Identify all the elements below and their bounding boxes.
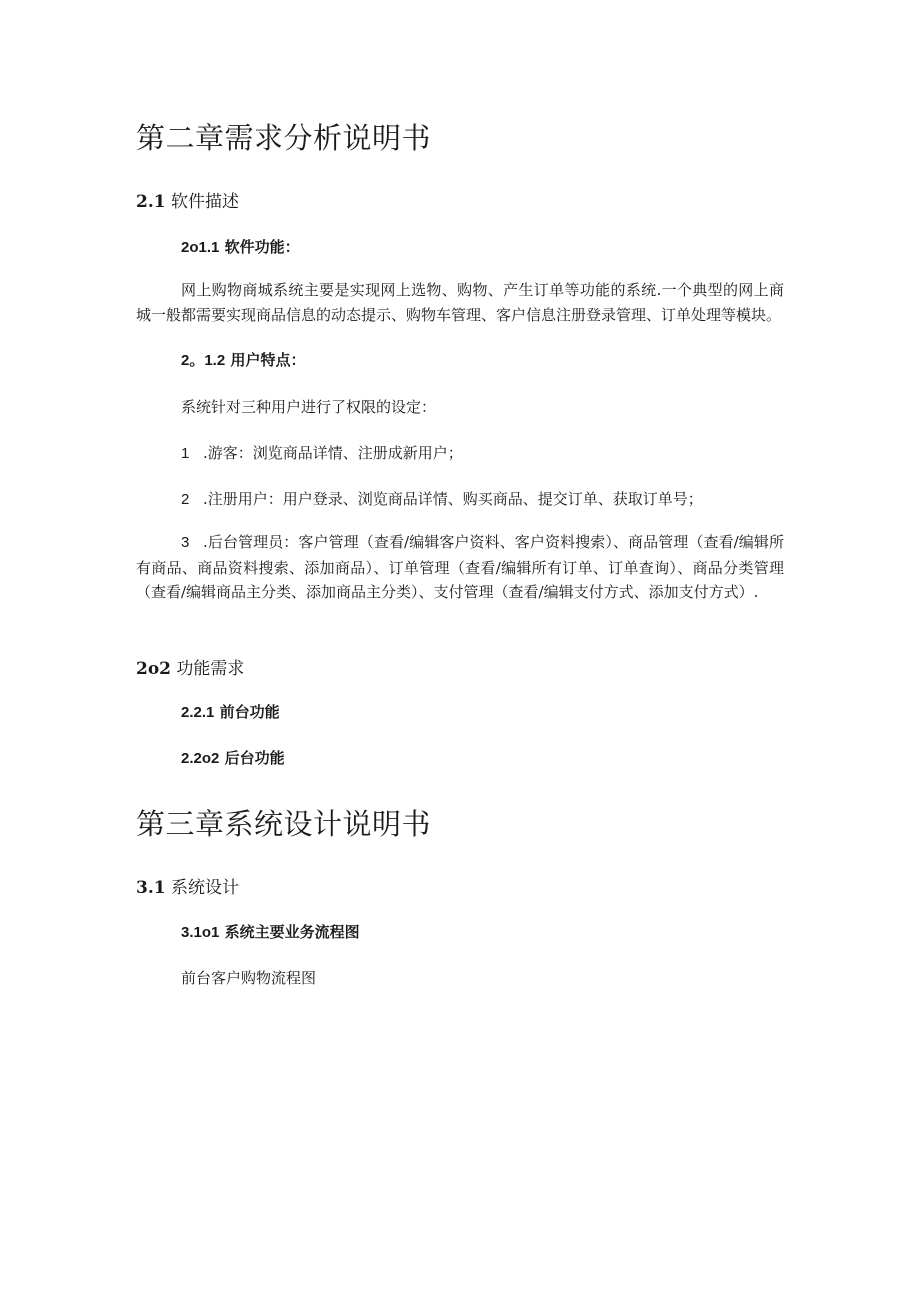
chapter-3-title: 第三章系统设计说明书 xyxy=(136,807,432,841)
software-function-paragraph: 网上购物商城系统主要是实现网上选物、购物、产生订单等功能的系统.一个典型的网上商城一般都需要实现商品信息的动态提示、购物车管理、客户信息注册登录管理、订单处理等模块。 xyxy=(136,281,784,324)
subsection-2-2-1-heading xyxy=(181,701,280,722)
subsection-2-1-2-title: 用户特点： xyxy=(230,351,306,369)
user-intro-paragraph: 系统针对三种用户进行了权限的设定： xyxy=(181,398,437,416)
subsection-2-1-1-title: 软件功能： xyxy=(224,238,300,256)
list-item-text: .注册用户：用户登录、浏览商品详情、购买商品、提交订单、获取订单号； xyxy=(203,490,703,508)
subsection-2-2-2-number: 2.2o2 xyxy=(181,750,220,767)
user-item-registered xyxy=(181,488,703,509)
subsection-2-1-1-heading xyxy=(181,236,300,257)
list-item-index: 2 xyxy=(181,491,190,508)
section-2-1-heading xyxy=(136,187,239,212)
section-2-2-title: 功能需求 xyxy=(176,659,245,679)
list-item-index: 1 xyxy=(181,445,190,462)
section-3-1-title: 系统设计 xyxy=(170,878,239,898)
section-2-2-number: 2o2 xyxy=(136,659,171,679)
list-item-index: 3 xyxy=(181,534,190,551)
section-2-1-number: 2.1 xyxy=(136,192,166,212)
subsection-2-2-2-heading xyxy=(181,747,285,768)
subsection-2-1-1-number: 2o1.1 xyxy=(181,239,220,256)
subsection-2-2-1-number: 2.2.1 xyxy=(181,704,215,721)
subsection-2-1-2-heading xyxy=(181,349,305,370)
subsection-3-1-1-title: 系统主要业务流程图 xyxy=(224,923,360,941)
subsection-3-1-1-number: 3.1o1 xyxy=(181,924,220,941)
user-item-visitor xyxy=(181,442,463,463)
chapter-2-title: 第二章需求分析说明书 xyxy=(136,121,432,155)
subsection-2-2-1-title: 前台功能 xyxy=(219,703,280,721)
list-item-text: .游客：浏览商品详情、注册成新用户； xyxy=(203,444,463,462)
subsection-2-1-2-number: 2。1.2 xyxy=(181,352,226,369)
subsection-2-2-2-title: 后台功能 xyxy=(224,749,285,767)
user-item-admin xyxy=(136,530,784,605)
section-3-1-heading xyxy=(136,873,239,898)
front-flow-caption: 前台客户购物流程图 xyxy=(181,969,317,987)
subsection-3-1-1-heading xyxy=(181,921,360,942)
list-item-text: .后台管理员：客户管理（查看/编辑客户资料、客户资料搜索）、商品管理（查看/编辑所有商品、商品资料搜索、添加商品）、订单管理（查看/编辑所有订单、订单查询）、商品分类管理（查看/编辑商品主分类、添加商品主分类）、支付管理（查看/编辑支付方式、添加支付方式）. xyxy=(136,533,784,601)
section-3-1-number: 3.1 xyxy=(136,878,166,898)
section-2-2-heading xyxy=(136,654,244,679)
section-2-1-title: 软件描述 xyxy=(170,192,239,212)
